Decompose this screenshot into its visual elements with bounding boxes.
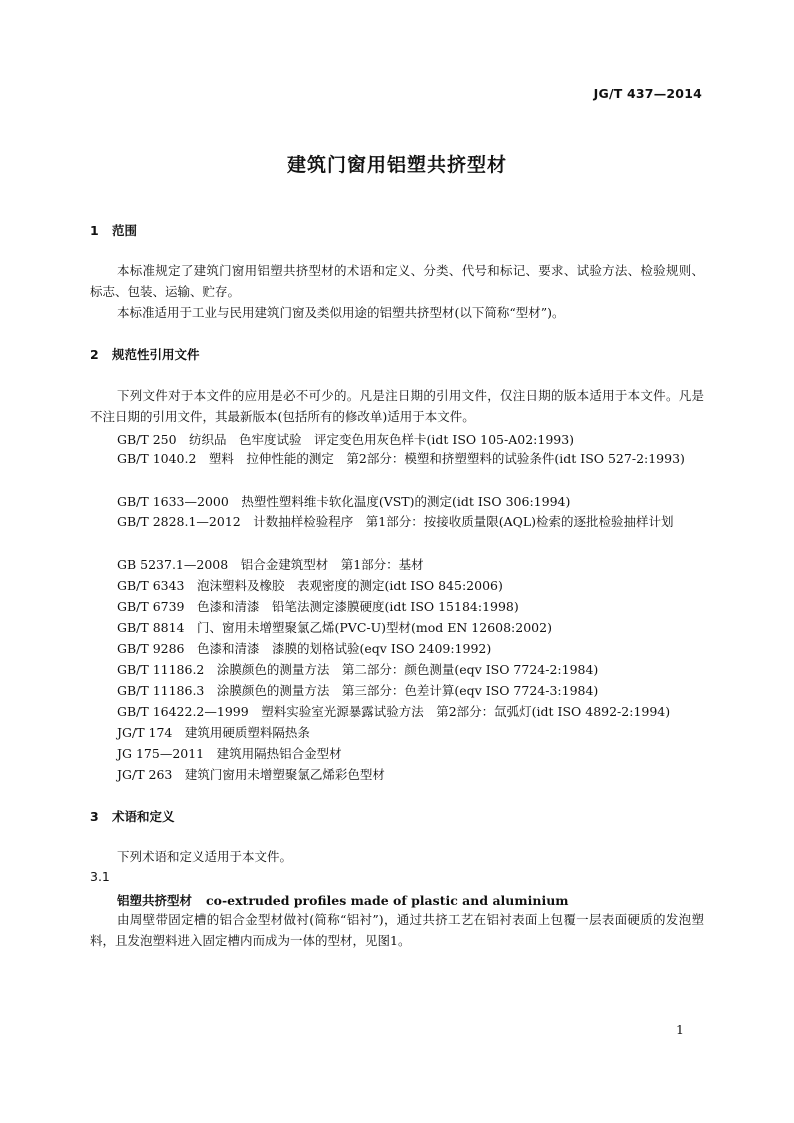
reference-item: GB/T 250 纺织品 色牢度试验 评定变色用灰色样卡(idt ISO 105-A02:1993) — [117, 432, 575, 447]
section-title: 范围 — [112, 223, 138, 238]
section-number: 1 — [90, 223, 99, 238]
reference-item: GB/T 8814 门、窗用未增塑聚氯乙烯(PVC-U)型材(mod EN 12608:2002) — [117, 620, 552, 635]
section-3-heading — [90, 807, 175, 825]
standard-code: JG/T 437—2014 — [593, 86, 702, 101]
section-number: 2 — [90, 347, 99, 362]
reference-item: GB 5237.1—2008 铝合金建筑型材 第1部分：基材 — [117, 557, 424, 572]
section-number: 3 — [90, 809, 99, 824]
reference-item: GB/T 11186.3 涂膜颜色的测量方法 第三部分：色差计算(eqv ISO 7724-3:1984) — [117, 683, 599, 698]
reference-item: GB/T 6343 泡沫塑料及橡胶 表观密度的测定(idt ISO 845:2006) — [117, 578, 503, 593]
reference-item: JG 175—2011 建筑用隔热铝合金型材 — [117, 746, 342, 761]
reference-item: JG/T 263 建筑门窗用未增塑聚氯乙烯彩色型材 — [117, 767, 385, 782]
reference-item: GB/T 9286 色漆和清漆 漆膜的划格试验(eqv ISO 2409:1992) — [117, 641, 492, 656]
reference-item: GB/T 1633—2000 热塑性塑料维卡软化温度(VST)的测定(idt ISO 306:1994) — [117, 494, 571, 509]
section-title: 术语和定义 — [112, 809, 175, 824]
section-2-heading — [90, 345, 200, 363]
document-title: 建筑门窗用铝塑共挤型材 — [286, 154, 507, 176]
clause-number: 3.1 — [90, 869, 110, 884]
term-chinese: 铝塑共挤型材 — [117, 893, 193, 908]
reference-item: GB/T 1040.2 塑料 拉伸性能的测定 第2部分：模塑和挤塑塑料的试验条件(idt ISO 527-2:1993) — [117, 451, 685, 466]
section-1-paragraph-2: 本标准适用于工业与民用建筑门窗及类似用途的铝塑共挤型材(以下简称“型材”)。 — [117, 305, 565, 320]
section-1-heading — [90, 221, 137, 239]
section-1-paragraph-1: 本标准规定了建筑门窗用铝塑共挤型材的术语和定义、分类、代号和标记、要求、试验方法、检验规则、标志、包装、运输、贮存。 — [90, 263, 704, 299]
term-entry — [117, 891, 569, 909]
section-title: 规范性引用文件 — [112, 347, 200, 362]
reference-item: GB/T 16422.2—1999 塑料实验室光源暴露试验方法 第2部分：氙弧灯(idt ISO 4892-2:1994) — [117, 704, 671, 719]
reference-item: GB/T 11186.2 涂膜颜色的测量方法 第二部分：颜色测量(eqv ISO 7724-2:1984) — [117, 662, 599, 677]
term-definition: 由周壁带固定槽的铝合金型材做衬(简称“铝衬”)，通过共挤工艺在铝衬表面上包覆一层表面硬质的发泡塑料，且发泡塑料进入固定槽内而成为一体的型材，见图1。 — [90, 912, 704, 948]
reference-item: JG/T 174 建筑用硬质塑料隔热条 — [117, 725, 310, 740]
page-number: 1 — [676, 1022, 684, 1037]
reference-item: GB/T 6739 色漆和清漆 铅笔法测定漆膜硬度(idt ISO 15184:1998) — [117, 599, 519, 614]
section-2-intro: 下列文件对于本文件的应用是必不可少的。凡是注日期的引用文件，仅注日期的版本适用于本文件。凡是不注日期的引用文件，其最新版本(包括所有的修改单)适用于本文件。 — [90, 388, 704, 424]
reference-item: GB/T 2828.1—2012 计数抽样检验程序 第1部分：按接收质量限(AQL)检索的逐批检验抽样计划 — [117, 514, 674, 529]
term-english: co-extruded profiles made of plastic and aluminium — [206, 893, 569, 908]
section-3-intro: 下列术语和定义适用于本文件。 — [117, 849, 293, 864]
